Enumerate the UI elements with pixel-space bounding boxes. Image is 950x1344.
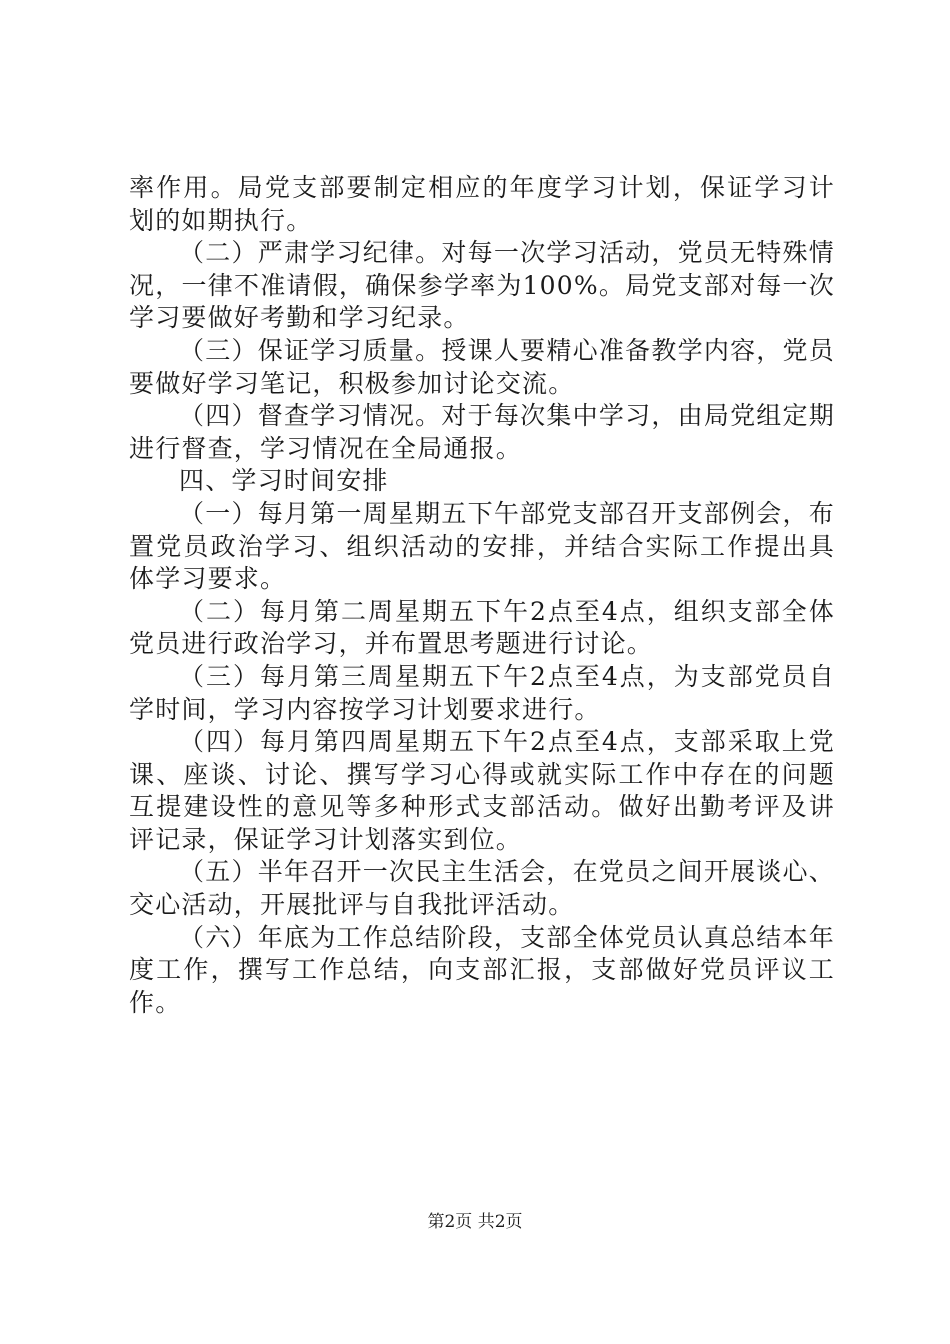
- document-body: [129, 172, 835, 1019]
- section-heading-schedule: 四、学习时间安排: [179, 466, 389, 496]
- paragraph-study-quality: （三）保证学习质量。授课人要精心准备教学内容，党员要做好学习笔记，积极参加讨论交流。: [129, 335, 835, 398]
- paragraph-year-end-summary: （六）年底为工作总结阶段，支部全体党员认真总结本年度工作，撰写工作总结，向支部汇报，支部做好党员评议工作。: [129, 922, 835, 1017]
- paragraph-study-supervision: （四）督查学习情况。对于每次集中学习，由局党组定期进行督查，学习情况在全局通报。: [129, 401, 835, 463]
- paragraph-week-two: （二）每月第二周星期五下午2点至4点，组织支部全体党员进行政治学习，并布置思考题进行讨论。: [129, 596, 835, 659]
- page-number-footer: 第2页 共2页: [427, 1212, 523, 1232]
- paragraph-study-discipline: （二）严肃学习纪律。对每一次学习活动，党员无特殊情况，一律不准请假，确保参学率为100%。局党支部对每一次学习要做好考勤和学习纪录。: [129, 238, 835, 333]
- paragraph-week-four: （四）每月第四周星期五下午2点至4点，支部采取上党课、座谈、讨论、撰写学习心得或就实际工作中存在的问题互提建设性的意见等多种形式支部活动。做好出勤考评及讲评记录，保证学习计划落实到位。: [129, 727, 835, 854]
- paragraph-week-one: （一）每月第一周星期五下午部党支部召开支部例会，布置党员政治学习、组织活动的安排，并结合实际工作提出具体学习要求。: [129, 498, 835, 594]
- paragraph-week-three: （三）每月第三周星期五下午2点至4点，为支部党员自学时间，学习内容按学习计划要求进行。: [129, 661, 835, 724]
- paragraph-democratic-meeting: （五）半年召开一次民主生活会，在党员之间开展谈心、交心活动，开展批评与自我批评活动。: [129, 857, 835, 920]
- paragraph-continued: 率作用。局党支部要制定相应的年度学习计划，保证学习计划的如期执行。: [129, 173, 835, 235]
